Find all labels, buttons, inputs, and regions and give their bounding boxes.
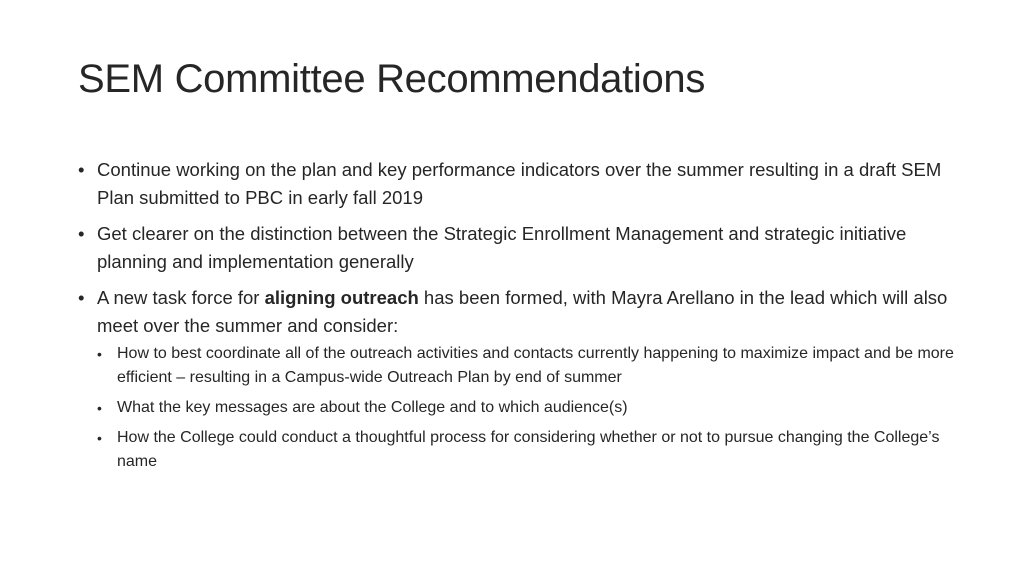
bullet-text: Continue working on the plan and key performance indicators over the summer resulting in a draft SEM Plan submitted to PBC in early fall 2019 [97, 159, 942, 208]
sub-bullet-text: How to best coordinate all of the outreach activities and contacts currently happening to maximize impact and be more efficient – resulting in a Campus-wide Outreach Plan by end of summer [117, 345, 954, 386]
slide-content [78, 156, 958, 482]
sub-bullet-icon: • [97, 400, 102, 416]
slide-title: SEM Committee Recommendations [78, 57, 706, 101]
bullet-text-lead: A new task force for [97, 287, 265, 308]
bullet-item-3 [78, 284, 958, 474]
bullet-icon: • [78, 159, 85, 180]
sub-bullet-icon: • [97, 430, 102, 446]
sub-bullet-text: What the key messages are about the College and to which audience(s) [117, 399, 628, 416]
bullet-item-1 [78, 156, 958, 212]
bullet-list [78, 156, 958, 474]
sub-bullet-item-3 [97, 426, 958, 474]
bullet-text-bold: aligning outreach [264, 287, 419, 308]
bullet-icon: • [78, 287, 85, 308]
bullet-item-2 [78, 220, 958, 276]
sub-bullet-text: How the College could conduct a thoughtful process for considering whether or not to pursue changing the College’s name [117, 429, 940, 470]
bullet-text: Get clearer on the distinction between the Strategic Enrollment Management and strategic initiative planning and implementation generally [97, 223, 907, 272]
sub-bullet-list [97, 342, 958, 474]
bullet-icon: • [78, 223, 85, 244]
bullet-text [97, 287, 947, 336]
bullet-text-tail: has been formed, with Mayra Arellano in the lead which will also meet over the summer and consider: [97, 287, 948, 336]
sub-bullet-icon: • [97, 346, 102, 362]
sub-bullet-item-1 [97, 342, 958, 390]
sub-bullet-item-2 [97, 396, 958, 420]
